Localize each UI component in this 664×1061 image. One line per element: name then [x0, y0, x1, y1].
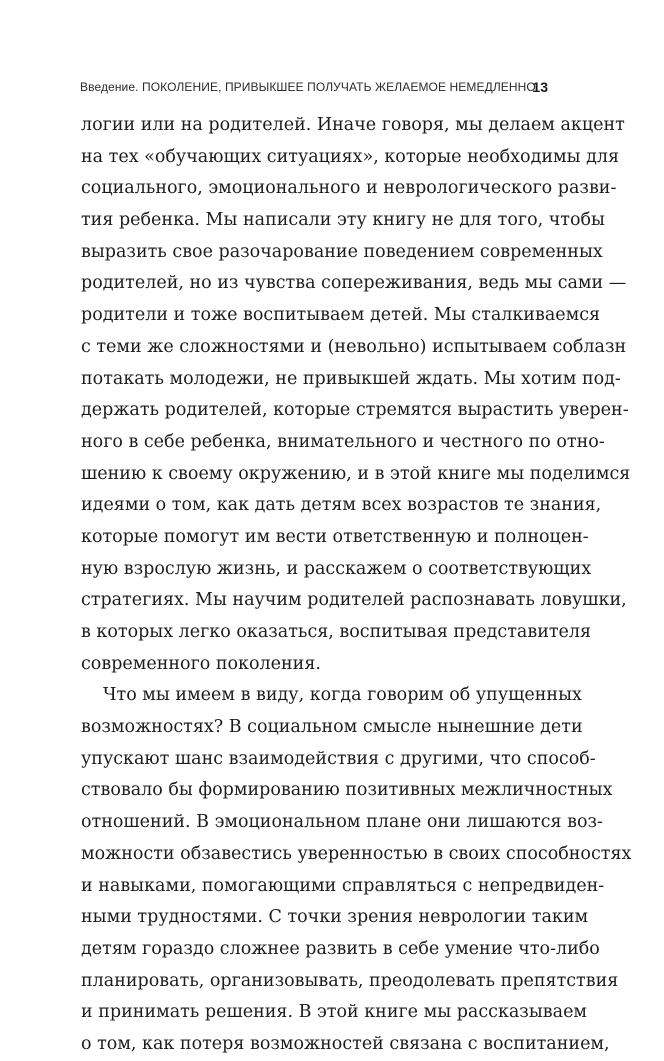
text-line: которые помогут им вести ответственную и полноцен-	[81, 526, 589, 547]
text-line: и принимать решения. В этой книге мы рассказываем	[81, 1002, 588, 1023]
running-header	[80, 80, 570, 102]
body-text	[81, 110, 632, 1061]
text-line: стратегиях. Мы научим родителей распознавать ловушки,	[81, 590, 627, 611]
text-line: шению к своему окружению, и в этой книге мы поделимся	[81, 463, 631, 484]
text-line: ную взрослую жизнь, и расскажем о соответствующих	[81, 558, 592, 579]
text-line: о том, как потеря возможностей связана с воспитанием,	[81, 1033, 610, 1054]
text-line: тия ребенка. Мы написали эту книгу не для того, чтобы	[81, 210, 605, 231]
text-line: планировать, организовывать, преодолевать препятствия	[81, 970, 619, 991]
text-line: ствовало бы формированию позитивных межличностных	[81, 780, 613, 801]
text-line: идеями о том, как дать детям всех возрастов те знания,	[81, 495, 602, 516]
text-line: современного поколения.	[81, 653, 321, 674]
text-line: и навыками, помогающими справляться с непредвиден-	[81, 875, 605, 896]
text-line: с теми же сложностями и (невольно) испытываем соблазн	[81, 336, 627, 357]
page-number: 13	[532, 79, 548, 95]
text-line: отношений. В эмоциональном плане они лишаются воз-	[81, 812, 603, 833]
text-line: возможностях? В социальном смысле нынешние дети	[81, 717, 583, 738]
running-head-title: Введение. ПОКОЛЕНИЕ, ПРИВЫКШЕЕ ПОЛУЧАТЬ ЖЕЛАЕМОЕ НЕМЕДЛЕННО	[80, 80, 536, 94]
text-line: ного в себе ребенка, внимательного и честного по отно-	[81, 431, 605, 452]
text-line: выразить свое разочарование поведением современных	[81, 241, 603, 262]
text-line: родители и тоже воспитываем детей. Мы сталкиваемся	[81, 305, 601, 326]
text-line: детям гораздо сложнее развить в себе умение что-либо	[81, 938, 600, 959]
text-line: родителей, но из чувства сопереживания, ведь мы сами —	[81, 273, 627, 294]
text-line: потакать молодежи, не привыкшей ждать. Мы хотим под-	[81, 368, 621, 389]
text-line: держать родителей, которые стремятся вырастить уверен-	[81, 400, 629, 421]
text-line: социального, эмоционального и неврологического разви-	[81, 178, 617, 199]
text-line: на тех «обучающих ситуациях», которые необходимы для	[81, 146, 620, 167]
text-line: можности обзавестись уверенностью в своих способностях	[81, 843, 632, 864]
text-line: логии или на родителей. Иначе говоря, мы делаем акцент	[81, 115, 625, 135]
text-line: упускают шанс взаимодействия с другими, что способ-	[81, 748, 596, 769]
text-line: ными трудностями. С точки зрения неврологии таким	[81, 907, 589, 928]
text-line: в которых легко оказаться, воспитывая представителя	[81, 622, 592, 642]
text-line: Что мы имеем в виду, когда говорим об упущенных	[103, 685, 582, 706]
